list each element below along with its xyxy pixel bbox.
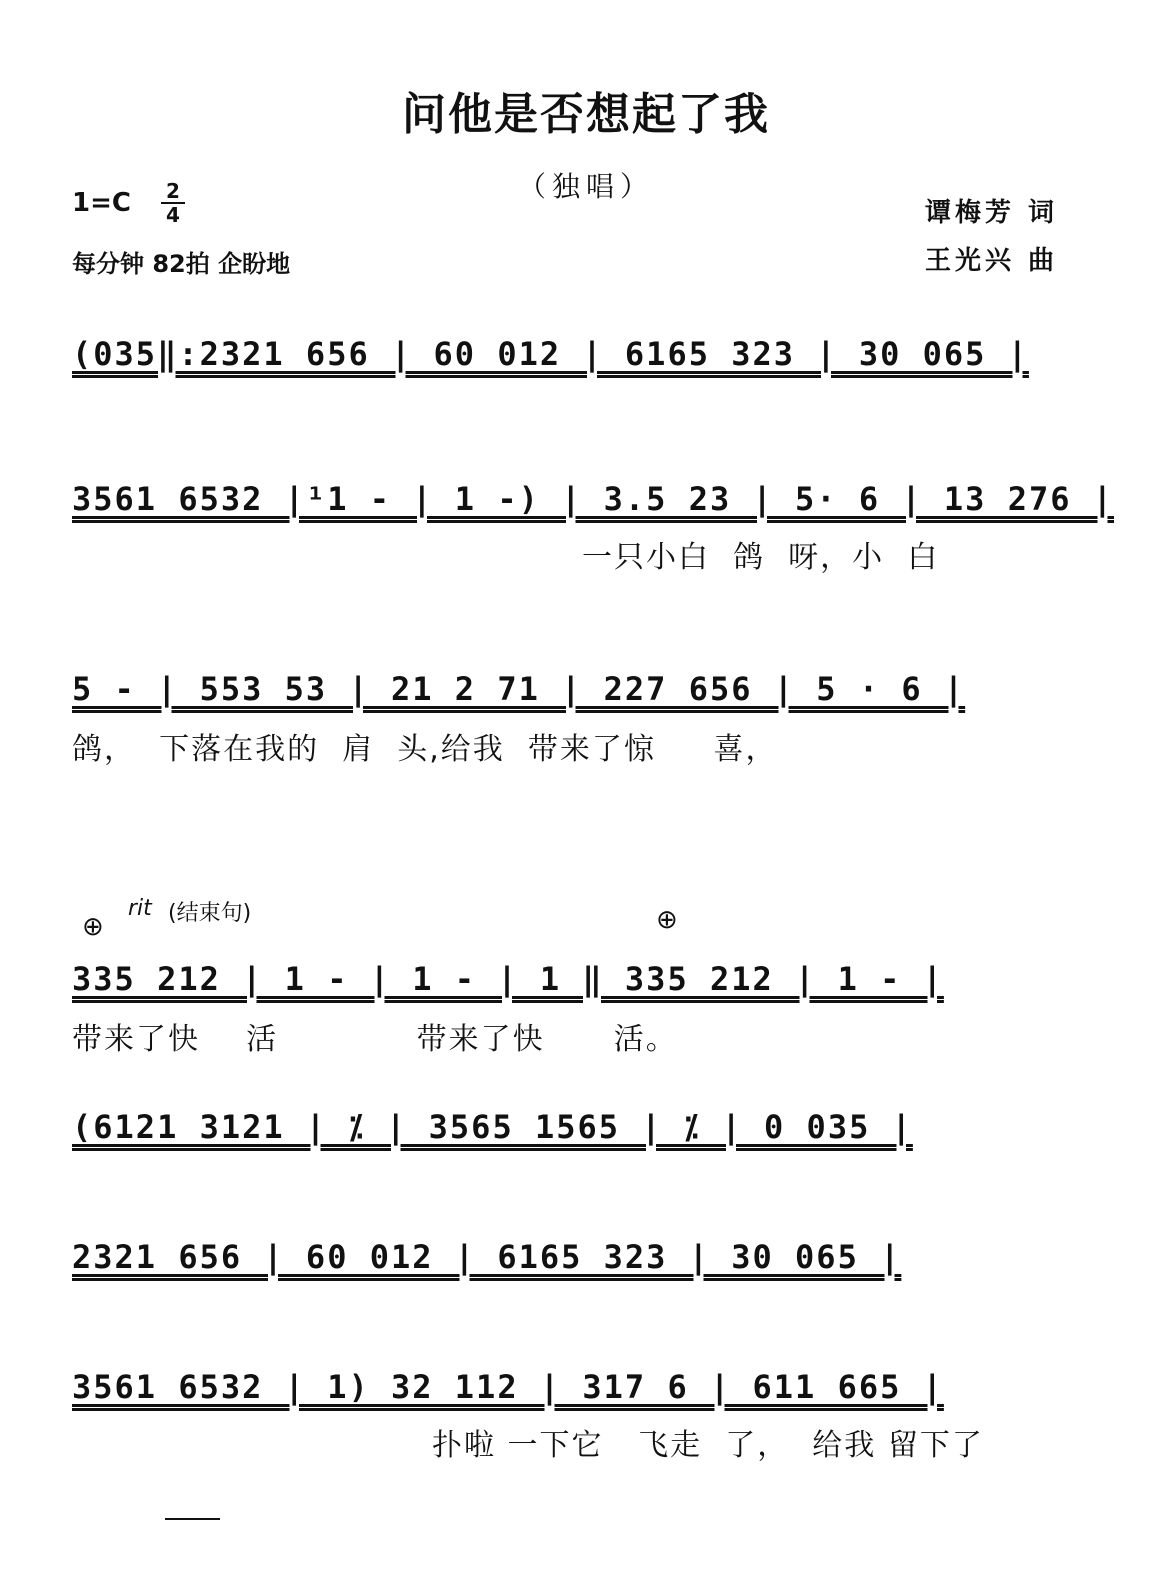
notation-line: 2321 656 | 60 012 | 6165 323 | 30 065 | [72,1238,902,1276]
ending-label: (结束句) [168,901,252,926]
coda-sign: ⊕ [82,912,104,942]
score-row-6 [72,1238,1082,1328]
key-signature: 1=C [72,188,131,218]
score-row-1 [72,335,1082,425]
composer: 王光兴 曲 [925,246,1059,276]
score-row-2 [72,480,1115,575]
notation-line: 335 212 | 1 - | 1 - | 1 ‖ 335 212 | 1 - | [72,960,944,998]
time-denominator: 4 [166,203,180,227]
score-row-4 [72,960,1082,1057]
lyrics-line: 一只小白 鸽 呀，小 白 [582,540,940,575]
score-row-5 [72,1108,1082,1198]
time-numerator: 2 [166,179,180,203]
notation-line: (035‖:2321 656 | 60 012 | 6165 323 | 30 065 | [72,335,1029,373]
song-title: 问他是否想起了我 [402,89,770,140]
notation-line: 3561 6532 |¹1 - | 1 -) | 3.5 23 | 5· 6 | 13 276 | [72,480,1115,518]
time-signature [161,181,185,225]
lyrics-line: 带来了快 活 带来了快 活。 [72,1022,678,1057]
tempo-marking: 每分钟 82拍 企盼地 [72,250,291,278]
notation-line: 5 - | 553 53 | 21 2 71 | 227 656 | 5 · 6 | [72,670,966,708]
notation-line: 3561 6532 | 1) 32 112 | 317 6 | 611 665 | [72,1368,944,1406]
score-row-3 [72,670,1082,767]
rit-marking: rit [128,896,152,921]
lyricist: 谭梅芳 词 [925,198,1059,228]
lyrics-line: 鸽， 下落在我的 肩 头,给我 带来了惊 喜， [72,732,778,767]
lyrics-line: 扑啦 一下它 飞走 了， 给我 留下了 [432,1428,984,1463]
score-row-7 [72,1368,1082,1463]
coda-sign: ⊕ [656,905,678,935]
notation-line: (6121 3121 | ⁒ | 3565 1565 | ⁒ | 0 035 | [72,1108,913,1146]
performance-type: （独唱） [517,170,654,203]
continuation-dash [165,1518,220,1520]
